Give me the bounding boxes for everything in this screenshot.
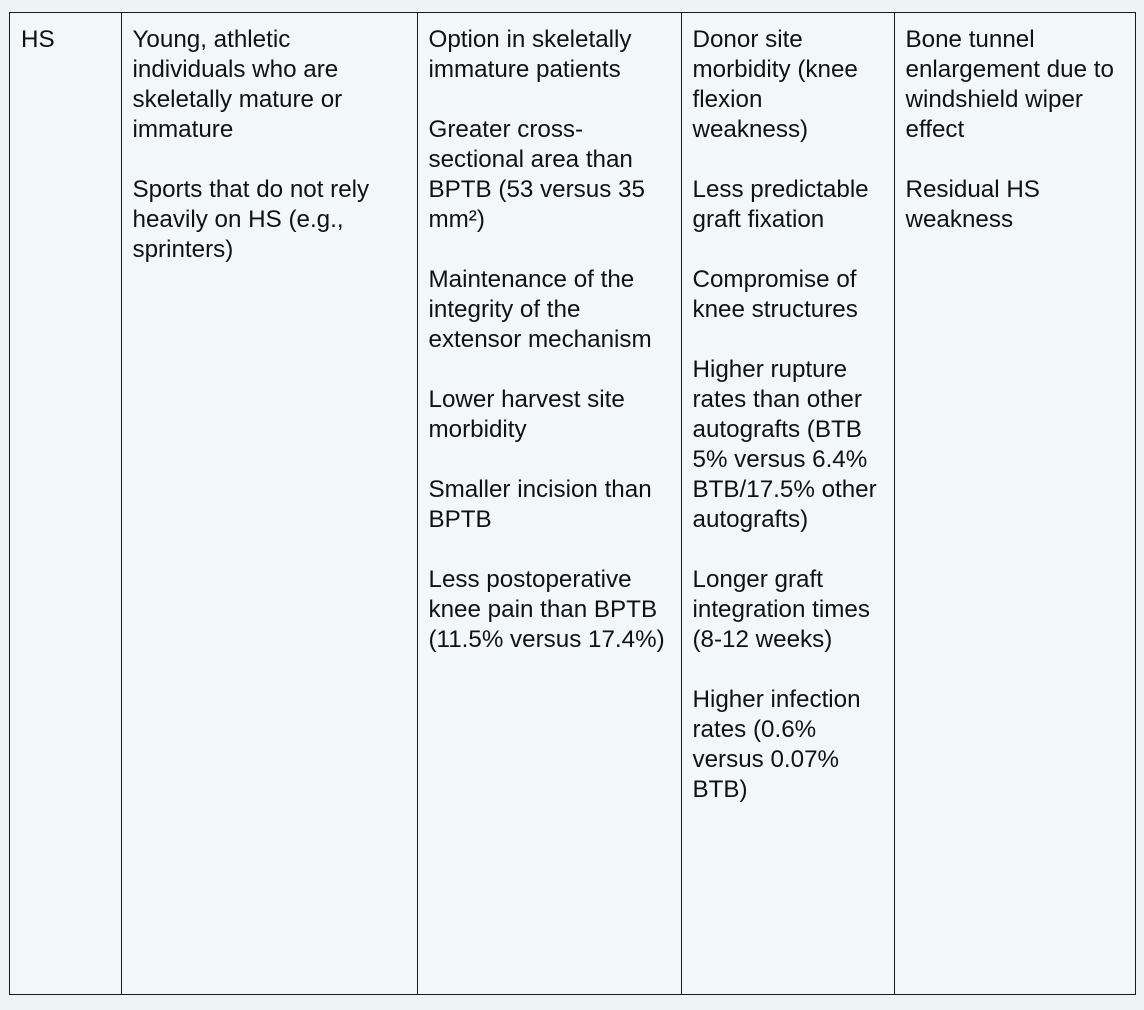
advantage-item: Maintenance of the integrity of the extensor mechanism <box>428 266 652 353</box>
indication-item: Young, athletic individuals who are skeletally mature or immature <box>132 26 343 143</box>
disadvantage-item: Less predictable graft fixation <box>692 176 869 233</box>
disadvantage-item: Longer graft integration times (8-12 weeks) <box>692 566 870 653</box>
graft-label: HS <box>21 26 55 53</box>
disadvantage-item: Higher rupture rates than other autografts (BTB 5% versus 6.4% BTB/17.5% other autografts) <box>692 356 877 533</box>
advantage-item: Lower harvest site morbidity <box>428 386 625 443</box>
advantages-cell <box>417 13 681 994</box>
advantage-item: Greater cross-sectional area than BPTB (53 versus 35 mm²) <box>428 116 645 233</box>
advantage-item: Smaller incision than BPTB <box>428 476 652 533</box>
complications-cell <box>894 13 1137 994</box>
graft-comparison-table <box>9 12 1136 995</box>
advantage-item: Option in skeletally immature patients <box>428 26 632 83</box>
disadvantage-item: Donor site morbidity (knee flexion weakness) <box>692 26 858 143</box>
disadvantages-cell <box>681 13 894 994</box>
disadvantage-item: Compromise of knee structures <box>692 266 858 323</box>
table-row <box>10 13 1137 994</box>
disadvantage-item: Higher infection rates (0.6% versus 0.07% BTB) <box>692 686 861 803</box>
table <box>10 13 1137 994</box>
indications-cell <box>121 13 417 994</box>
indication-item: Sports that do not rely heavily on HS (e.g., sprinters) <box>132 176 370 263</box>
complication-item: Bone tunnel enlargement due to windshield wiper effect <box>905 26 1114 143</box>
complication-item: Residual HS weakness <box>905 176 1040 233</box>
graft-cell <box>10 13 121 994</box>
advantage-item: Less postoperative knee pain than BPTB (11.5% versus 17.4%) <box>428 566 665 653</box>
